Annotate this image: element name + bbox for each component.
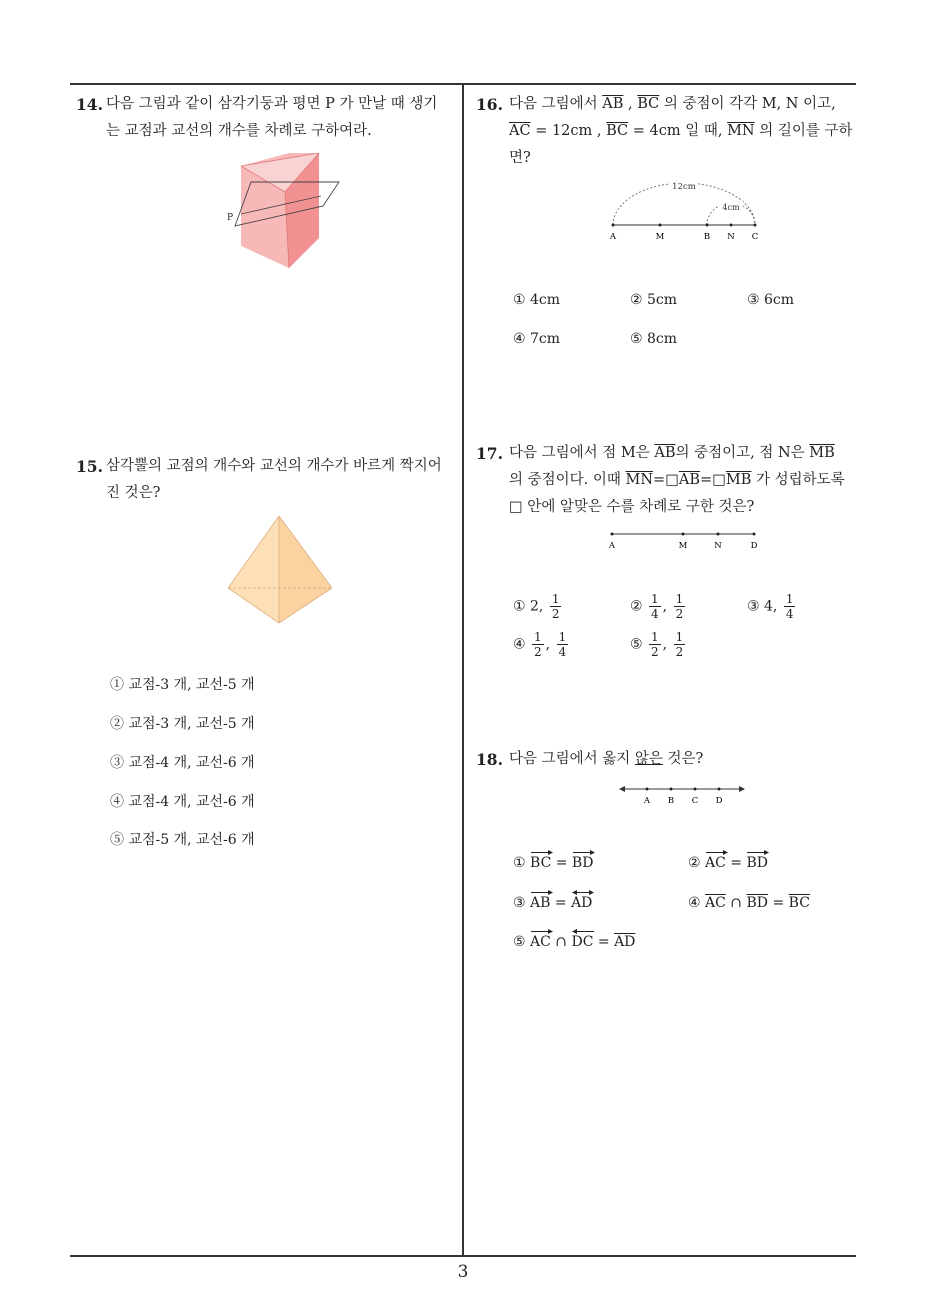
text: = 12cm , [535,123,602,139]
ray-arrow-icon [530,928,554,935]
numerator: 1 [675,592,684,606]
q16-option-2[interactable]: ② 5cm [630,292,678,308]
label-12cm: 12cm [672,182,696,192]
text: DC [571,934,594,950]
separator: , [662,636,668,653]
page-number: 3 [457,1262,469,1282]
question-16 [476,91,861,175]
option-mark: ① [513,855,526,871]
underlined-text: 않은 [634,751,663,767]
point-n: N [714,541,722,551]
segment-bc: $\overline{BC}$ [606,123,629,139]
option-value: 2, [530,598,544,615]
segment-bc: $\overline{BC}$ [788,895,810,911]
text: 의 길이를 구하 [759,123,853,139]
option-value: 4, [764,598,778,615]
bottom-rule [70,1255,856,1257]
ray-arrow-icon [530,889,554,896]
ray-arrow-icon [746,849,770,856]
question-17 [476,440,861,524]
plane-label-p: P [227,213,234,223]
point-a: A [609,232,617,242]
equals: = [554,895,567,911]
segment-ab: $\overline{AB}$ [602,96,624,112]
ray-ac [530,934,551,950]
point-a: A [643,796,651,806]
intersection: ∩ [555,934,568,950]
q16-option-4[interactable]: ④ 7cm [513,331,561,347]
denominator: 2 [534,645,542,659]
denominator: 2 [551,607,560,621]
prism-figure [215,150,345,272]
segment-ab: $\overline{AB}$ [678,472,701,488]
option-mark: ⑤ [630,636,643,653]
denominator: 2 [651,645,659,659]
segment-mn: $\overline{MN}$ [727,123,755,139]
text: 다음 그림에서 점 M은 [509,445,650,461]
text: BD [746,855,768,871]
fraction [532,630,544,659]
ray-bd [746,855,768,871]
point-n: N [727,232,735,242]
text: =□ [700,472,726,488]
question-text [509,746,703,773]
ray-bc [530,855,551,871]
ray-ac [705,855,726,871]
q15-option-2[interactable]: ② 교점-3 개, 교선-5 개 [110,716,255,732]
q17-option-4[interactable] [513,630,570,659]
ray-ab [530,895,550,911]
line-arrow-icon [571,889,595,896]
column-divider [462,84,464,1256]
question-text-line2 [509,467,845,494]
text: AC [705,855,726,871]
equals: = [555,855,568,871]
question-text-line1: 다음 그림과 같이 삼각기둥과 평면 P 가 만날 때 생기 [106,96,438,112]
question-number: 14. [76,95,103,114]
segment-ab: $\overline{AB}$ [654,445,676,461]
segment-bc: $\overline{BC}$ [637,96,660,112]
segment-bd: $\overline{BD}$ [746,895,768,911]
text: BD [571,855,594,871]
text: 의 중점이다. 이때 [509,472,621,488]
q18-option-2[interactable] [688,855,768,871]
question-number: 17. [476,444,503,463]
numerator: 1 [534,630,542,644]
intersection: ∩ [730,895,743,911]
fraction [674,592,686,621]
question-18 [476,746,861,776]
question-15 [72,453,457,513]
denominator: 2 [675,645,684,659]
q17-option-3[interactable] [747,592,797,621]
q17-option-2[interactable] [630,592,687,621]
ray-bd [572,855,594,871]
numerator: 1 [651,592,659,606]
segment-mb: $\overline{MB}$ [725,472,752,488]
segment-ac: $\overline{AC}$ [509,123,531,139]
equals: = [597,934,610,950]
equals: = [730,855,743,871]
question-text-line2: 진 것은? [106,485,161,501]
text: 의 중점이고, 점 N은 [675,445,805,461]
q17-option-1[interactable] [513,592,563,621]
segment-mb: $\overline{MB}$ [809,445,835,461]
q16-option-1[interactable]: ① 4cm [513,292,561,308]
ray-arrow-icon [530,849,554,856]
text: AB [530,895,551,911]
denominator: 4 [558,645,567,659]
q15-option-3[interactable]: ③ 교점-4 개, 교선-6 개 [110,755,255,771]
text: = 4cm 일 때, [632,123,723,139]
option-mark: ③ [747,598,760,615]
text: 것은? [667,751,704,767]
separator: , [545,636,551,653]
question-number: 16. [476,95,503,114]
text: 다음 그림에서 옳지 [509,751,631,767]
numerator: 1 [651,630,659,644]
line-figure-18 [616,782,748,806]
q15-option-4[interactable]: ④ 교점-4 개, 교선-6 개 [110,794,255,810]
numerator: 1 [558,630,567,644]
q18-option-5[interactable] [513,934,635,950]
fraction [550,592,562,621]
segment-ac: $\overline{AC}$ [705,895,726,911]
question-text-line2: 는 교점과 교선의 개수를 차례로 구하여라. [106,123,372,139]
ray-arrow-icon [572,849,596,856]
q15-option-1[interactable]: ① 교점-3 개, 교선-5 개 [110,677,255,693]
separator: , [662,598,668,615]
option-mark: ② [688,855,701,871]
question-number: 15. [76,457,103,476]
option-mark: ① [513,598,526,615]
fraction [649,630,661,659]
numerator: 1 [785,592,794,606]
option-mark: ⑤ [513,934,526,950]
numerator: 1 [675,630,684,644]
option-mark: ② [630,598,643,615]
fraction [557,630,569,659]
q15-option-5[interactable]: ⑤ 교점-5 개, 교선-6 개 [110,832,255,848]
option-mark: ④ [688,895,701,911]
question-text-line2 [509,118,852,145]
question-text-line1 [509,91,836,118]
q16-option-5[interactable]: ⑤ 8cm [630,331,678,347]
point-b: B [703,232,711,242]
q18-option-3[interactable] [513,895,592,911]
question-number: 18. [476,750,503,769]
q17-option-5[interactable] [630,630,687,659]
line-ad [571,895,592,911]
point-m: M [678,541,688,551]
q16-option-3[interactable]: ③ 6cm [747,292,795,308]
option-mark: ③ [513,895,526,911]
text: 의 중점이 각각 M, N 이고, [663,96,836,112]
segment-mn: $\overline{MN}$ [625,472,654,488]
q18-option-4[interactable] [688,895,810,911]
text: AD [571,895,593,911]
point-m: M [655,232,665,242]
segment-figure-17 [600,526,770,552]
text: =□ [653,472,679,488]
fraction [784,592,796,621]
text: , [628,96,633,112]
label-4cm: 4cm [722,203,740,212]
text: 가 성립하도록 [756,472,845,488]
text: BC [530,855,552,871]
ray-arrow-icon [571,928,595,935]
point-c: C [751,232,759,242]
ray-arrow-icon [705,849,729,856]
question-text-line1: 삼각뿔의 교점의 개수와 교선의 개수가 바르게 짝지어 [106,458,442,474]
fraction [674,630,686,659]
text: AC [530,934,551,950]
question-text-line3: 면? [509,150,531,166]
denominator: 4 [785,607,794,621]
segment-ad: $\overline{AD}$ [614,934,636,950]
question-text-line3: □ 안에 알맞은 수를 차례로 구한 것은? [509,499,755,515]
point-d: D [750,541,758,551]
fraction [649,592,661,621]
question-text-line1 [509,440,835,467]
denominator: 2 [675,607,684,621]
pyramid-figure [225,513,337,627]
denominator: 4 [651,607,659,621]
numerator: 1 [551,592,560,606]
segment-figure-16 [600,178,768,244]
q18-option-1[interactable] [513,855,593,871]
option-mark: ④ [513,636,526,653]
point-a: A [608,541,616,551]
equals: = [772,895,785,911]
point-d: D [715,796,723,806]
question-14 [72,91,457,151]
point-b: B [667,796,675,806]
text: 다음 그림에서 [509,96,598,112]
ray-dc [571,934,593,950]
point-c: C [691,796,699,806]
